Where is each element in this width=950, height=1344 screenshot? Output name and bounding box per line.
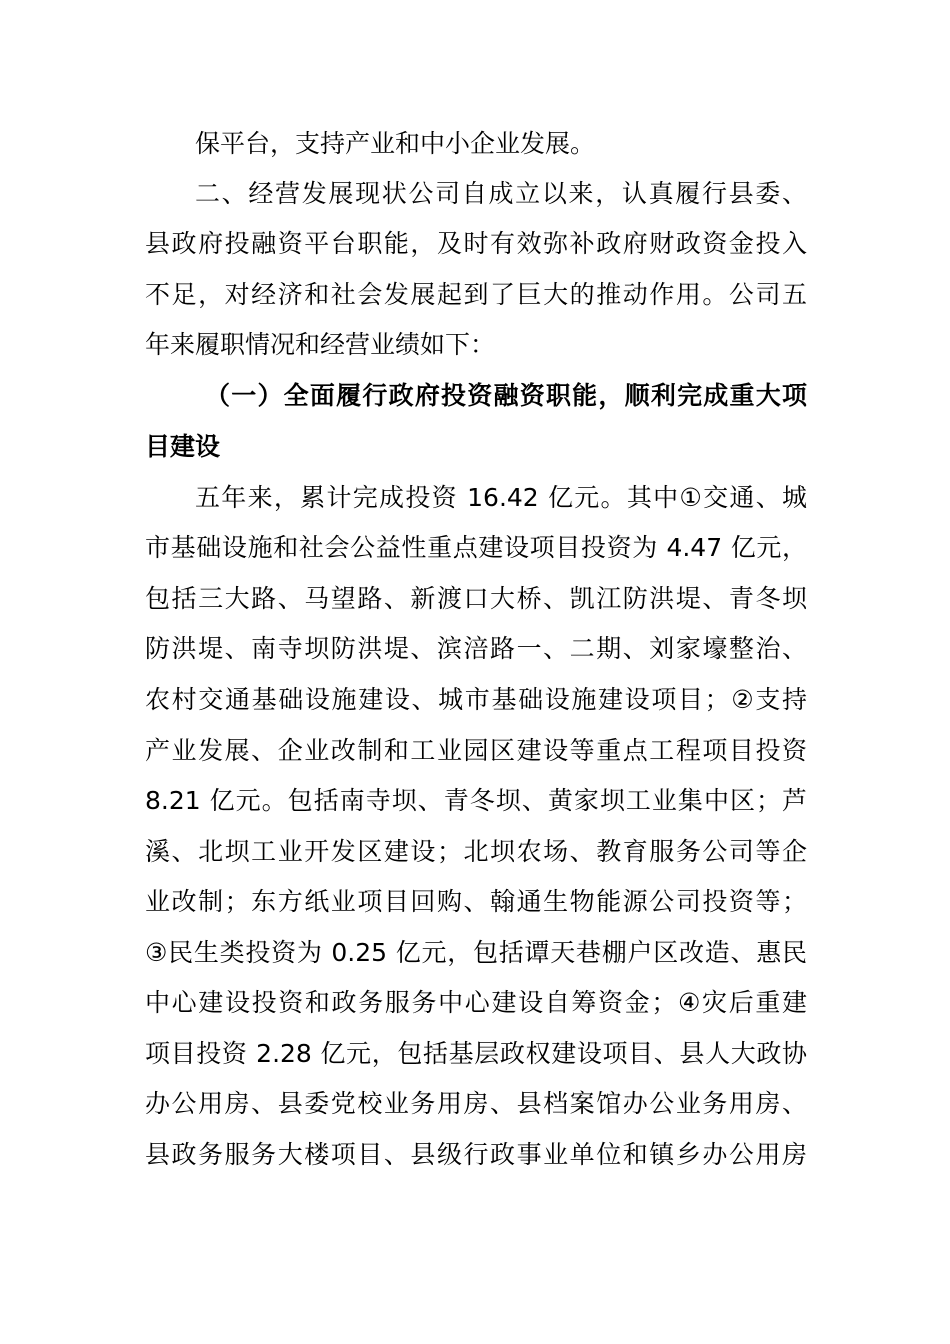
paragraph-line: 防洪堤、南寺坝防洪堤、滨涪路一、二期、刘家壕整治、	[145, 634, 807, 663]
paragraph-line: 溪、北坝工业开发区建设；北坝农场、教育服务公司等企	[145, 837, 807, 866]
paragraph-line: 8.21 亿元。包括南寺坝、青冬坝、黄家坝工业集中区；芦	[145, 786, 807, 815]
section-heading: （一）全面履行政府投资融资职能，顺利完成重大项	[205, 381, 807, 410]
paragraph-line: 包括三大路、马望路、新渡口大桥、凯江防洪堤、青冬坝	[145, 584, 807, 613]
paragraph-line: 保平台，支持产业和中小企业发展。	[195, 129, 596, 158]
paragraph-line: 产业发展、企业改制和工业园区建设等重点工程项目投资	[145, 736, 807, 765]
paragraph-line: 不足，对经济和社会发展起到了巨大的推动作用。公司五	[145, 280, 807, 309]
paragraph-line: 业改制；东方纸业项目回购、翰通生物能源公司投资等；	[145, 887, 807, 916]
paragraph-line: 市基础设施和社会公益性重点建设项目投资为 4.47 亿元，	[145, 533, 807, 562]
paragraph-line: 中心建设投资和政务服务中心建设自筹资金；④灾后重建	[145, 988, 807, 1017]
paragraph-line: 农村交通基础设施建设、城市基础设施建设项目；②支持	[145, 685, 807, 714]
paragraph-line: 项目投资 2.28 亿元，包括基层政权建设项目、县人大政协	[145, 1039, 807, 1068]
paragraph-line: 二、经营发展现状公司自成立以来，认真履行县委、	[195, 179, 807, 208]
section-heading: 目建设	[145, 432, 221, 461]
paragraph-line: 年来履职情况和经营业绩如下：	[145, 330, 496, 359]
paragraph-line: 县政府投融资平台职能，及时有效弥补政府财政资金投入	[145, 229, 807, 258]
paragraph-line: 县政务服务大楼项目、县级行政事业单位和镇乡办公用房	[145, 1140, 807, 1169]
paragraph-line: 五年来，累计完成投资 16.42 亿元。其中①交通、城	[195, 483, 807, 512]
paragraph-line: 办公用房、县委党校业务用房、县档案馆办公业务用房、	[145, 1089, 807, 1118]
paragraph-line: ③民生类投资为 0.25 亿元，包括谭天巷棚户区改造、惠民	[145, 938, 807, 967]
